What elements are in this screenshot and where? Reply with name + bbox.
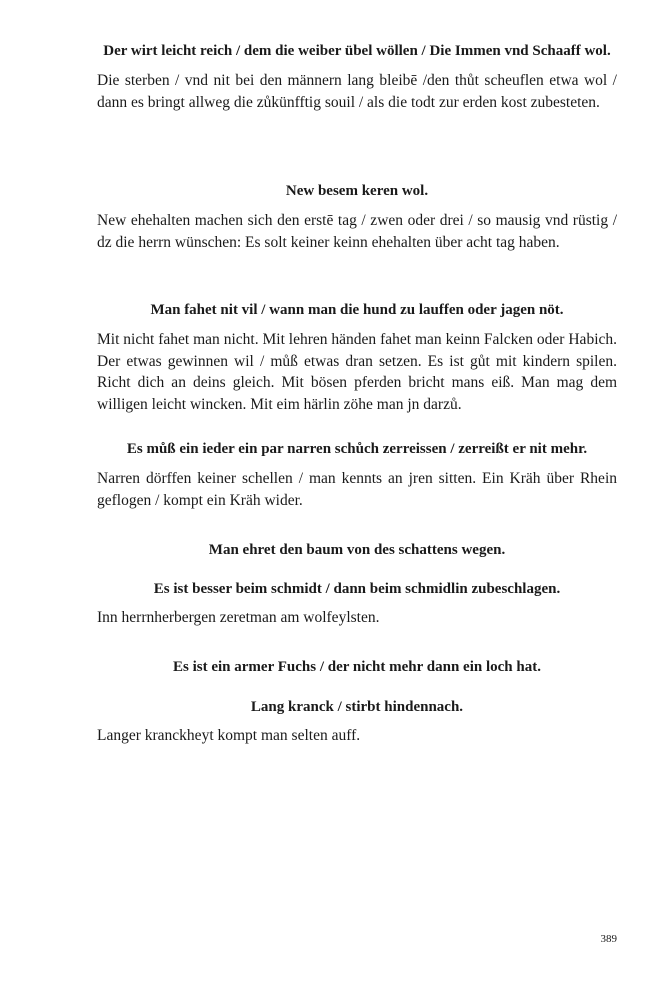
section-6 [97, 579, 617, 629]
proverb-heading: Der wirt leicht reich / dem die weiber übel wöllen / Die Immen vnd Schaaff wol. [103, 43, 611, 59]
commentary-paragraph: Narren dörffen keiner schellen / man kennts an jren sitten. Ein Kräh über Rhein geflogen / kompt ein Kräh wider. [97, 470, 617, 509]
proverb-heading: Man ehret den baum von des schattens wegen. [208, 542, 506, 558]
section-2 [97, 181, 617, 253]
page-number: 389 [600, 933, 617, 945]
proverb-heading: Es ist besser beim schmidt / dann beim schmidlin zubeschlagen. [153, 581, 561, 597]
proverb-heading: New besem keren wol. [285, 183, 429, 199]
proverb-heading: Es ist ein armer Fuchs / der nicht mehr dann ein loch hat. [173, 659, 541, 675]
commentary-paragraph: New ehehalten machen sich den erstē tag / zwen oder drei / so mausig vnd rüstig / dz die herrn wünschen: Es solt keiner keinn ehehalten über acht tag haben. [97, 212, 617, 251]
section-1 [97, 41, 617, 113]
commentary-paragraph: Langer kranckheyt kompt man selten auff. [97, 727, 361, 744]
section-8 [97, 697, 617, 747]
commentary-paragraph: Inn herrnherbergen zeretman am wolfeylsten. [97, 609, 380, 626]
proverb-heading: Man fahet nit vil / wann man die hund zu lauffen oder jagen nöt. [150, 302, 564, 318]
section-3 [97, 300, 617, 415]
proverb-heading: Lang kranck / stirbt hindennach. [250, 699, 464, 715]
section-4 [97, 439, 617, 511]
commentary-paragraph: Die sterben / vnd nit bei den männern lang bleibē /den thůt scheuflen etwa wol / dann es bringt allweg die zůkünfftig souil / als die todt zur erden kost zubesteten. [97, 72, 617, 111]
proverb-heading: Es můß ein ieder ein par narren schůch zerreissen / zerreißt er nit mehr. [126, 441, 588, 457]
section-5 [97, 540, 617, 560]
commentary-paragraph: Mit nicht fahet man nicht. Mit lehren händen fahet man keinn Falcken oder Habich. Der etwas gewinnen wil / můß etwas dran setzen. Es ist gůt mit kindern spilen. Richt dich an deins gleich. Mit bösen pferden bricht mans eiß. Man mag dem willigen leicht wincken. Mit eim härlin zöhe man jn darzů. [97, 331, 617, 413]
section-7 [97, 657, 617, 677]
